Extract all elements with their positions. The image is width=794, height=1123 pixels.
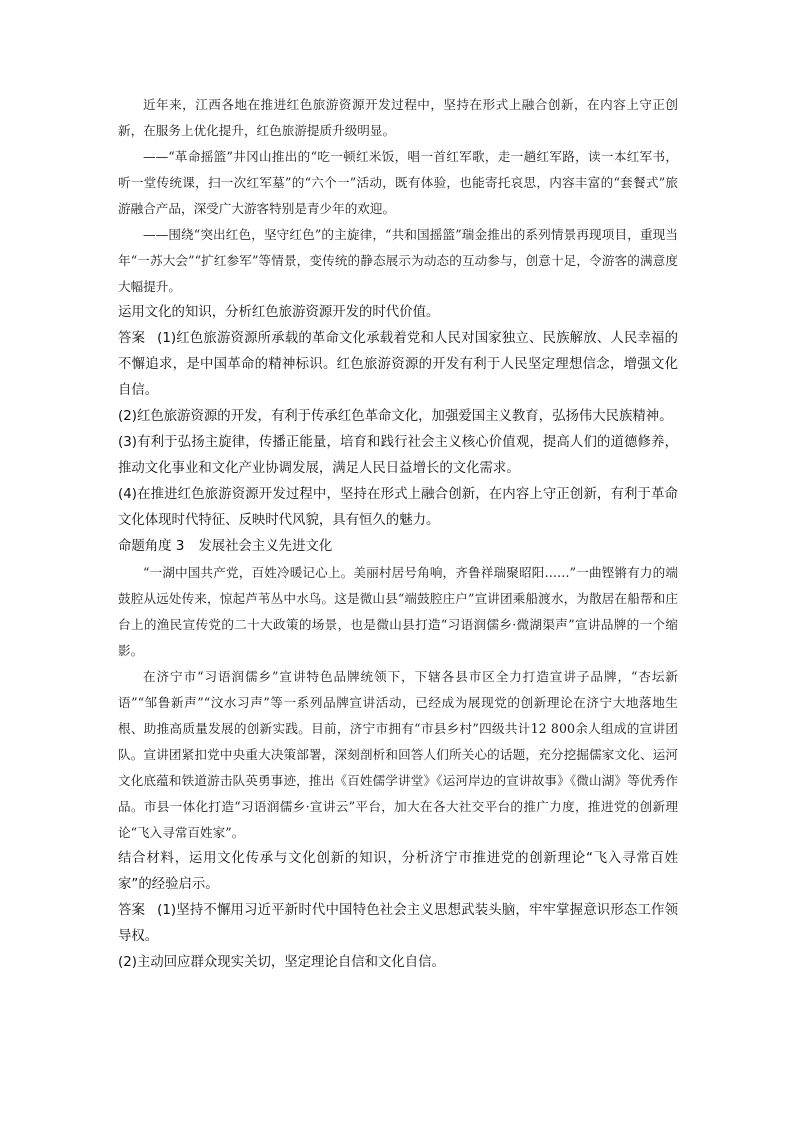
material-paragraph: ——围绕“突出红色，坚守红色”的主旋律，“共和国摇篮”瑞金推出的系列情景再现项目，重现当年“一苏大会”“扩红参军”等情景，变传统的静态展示为动态的互动参与，创意十足，令游客的满意度大幅提升。 — [118, 227, 678, 294]
answer-paragraph — [118, 898, 678, 950]
material-paragraph: 近年来，江西各地在推进红色旅游资源开发过程中，坚持在形式上融合创新，在内容上守正创新，在服务上优化提升，红色旅游提质升级明显。 — [118, 97, 678, 138]
answer-paragraph — [118, 326, 678, 404]
section-tag: 命题角度 3 — [118, 539, 185, 554]
answer-paragraph: (2)红色旅游资源的开发，有利于传承红色革命文化，加强爱国主义教育，弘扬伟大民族精神。 — [118, 409, 673, 424]
material-paragraph: ——“革命摇篮”井冈山推出的“吃一顿红米饭，唱一首红军歌，走一趟红军路，读一本红军书，听一堂传统课，扫一次红军墓”的“六个一”活动，既有体验，也能寄托哀思，内容丰富的“套餐式”旅游融合产品，深受广大游客特别是青少年的欢迎。 — [118, 149, 678, 216]
answer-paragraph: (2)主动回应群众现实关切，坚定理论自信和文化自信。 — [118, 955, 445, 970]
answer-paragraph: (3)有利于弘扬主旋律，传播正能量，培育和践行社会主义核心价值观，提高人们的道德修养，推动文化事业和文化产业协调发展，满足人民日益增长的文化需求。 — [118, 435, 678, 476]
material-paragraph: 在济宁市“习语润儒乡”宣讲特色品牌统领下，下辖各县市区全力打造宣讲子品牌，“杏坛新语”“邹鲁新声”“汶水习声”等一系列品牌宣讲活动，已经成为展现党的创新理论在济宁大地落地生根、助推高质量发展的创新实践。目前，济宁市拥有“市县乡村”四级共计12 800余人组成的宣讲团队。宣讲团紧扣党中央重大决策部署，深刻剖析和回答人们所关心的话题，充分挖掘儒家文化、运河文化底蕴和铁道游击队英勇事迹，推出《百姓儒学讲堂》《运河岸边的宣讲故事》《微山湖》等优秀作品。市县一体化打造“习语润儒乡·宣讲云”平台，加大在各大社交平台的推广力度，推进党的创新理论“飞入寻常百姓家”。 — [118, 669, 678, 840]
section-title: 发展社会主义先进文化 — [198, 539, 333, 554]
answer-label: 答案 — [118, 903, 146, 918]
answer-text: (1)红色旅游资源所承载的革命文化承载着党和人民对国家独立、民族解放、人民幸福的不懈追求，是中国革命的精神标识。红色旅游资源的开发有利于人民坚定理想信念，增强文化自信。 — [118, 331, 679, 398]
answer-paragraph: (4)在推进红色旅游资源开发过程中，坚持在形式上融合创新，在内容上守正创新，有利于革命文化体现时代特征、反映时代风貌，具有恒久的魅力。 — [118, 487, 678, 528]
answer-text: (1)坚持不懈用习近平新时代中国特色社会主义思想武装头脑，牢牢掌握意识形态工作领导权。 — [118, 903, 679, 944]
document-body — [118, 92, 678, 976]
material-paragraph: “一湖中国共产党，百姓冷暖记心上。美丽村居号角响，齐鲁祥瑞聚昭阳……”一曲铿锵有力的端鼓腔从远处传来，惊起芦苇丛中水鸟。这是微山县“端鼓腔庄户”宣讲团乘船渡水，为散居在船帮和庄台上的渔民宣传党的二十大政策的场景，也是微山县打造“习语润儒乡·微湖渠声”宣讲品牌的一个缩影。 — [118, 565, 678, 658]
question-text: 运用文化的知识，分析红色旅游资源开发的时代价值。 — [118, 305, 440, 320]
question-text: 结合材料，运用文化传承与文化创新的知识，分析济宁市推进党的创新理论“飞入寻常百姓家”的经验启示。 — [118, 851, 678, 892]
section-heading — [118, 534, 678, 560]
answer-label: 答案 — [118, 331, 146, 346]
